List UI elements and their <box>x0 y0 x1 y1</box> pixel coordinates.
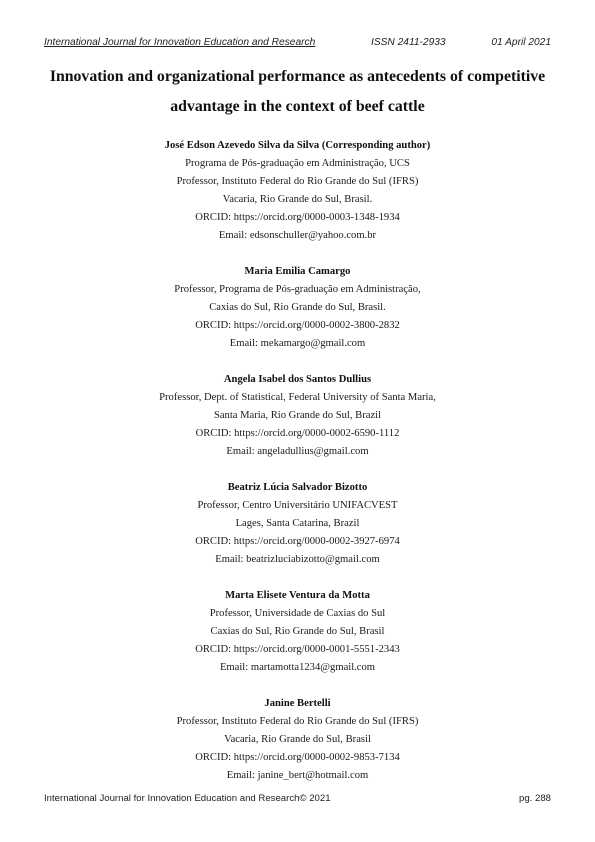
paper-title <box>40 62 555 122</box>
author-email: Email: mekamargo@gmail.com <box>229 338 366 349</box>
author-orcid: ORCID: https://orcid.org/0000-0002-9853-7134 <box>195 752 400 763</box>
author-block <box>60 695 535 785</box>
author-email: Email: janine_bert@hotmail.com <box>226 770 369 781</box>
author-block <box>60 479 535 569</box>
footer-copyright: International Journal for Innovation Education and Research© 2021 <box>44 793 331 804</box>
journal-name: International Journal for Innovation Education and Research <box>44 37 316 48</box>
author-orcid: ORCID: https://orcid.org/0000-0003-1348-1934 <box>195 212 400 223</box>
page-footer <box>44 793 551 807</box>
author-affiliation: Professor, Instituto Federal do Rio Grande do Sul (IFRS) <box>176 176 419 187</box>
author-orcid: ORCID: https://orcid.org/0000-0002-3800-2832 <box>195 320 400 331</box>
author-affiliation: Professor, Instituto Federal do Rio Grande do Sul (IFRS) <box>176 716 419 727</box>
author-name: Marta Elisete Ventura da Motta <box>225 590 370 601</box>
author-block <box>60 263 535 353</box>
author-affiliation: Professor, Dept. of Statistical, Federal University of Santa Maria, <box>159 392 436 403</box>
page-header <box>44 37 551 51</box>
author-block <box>60 587 535 677</box>
author-email: Email: martamotta1234@gmail.com <box>219 662 376 673</box>
title-line: advantage in the context of beef cattle <box>170 98 425 115</box>
author-block <box>60 137 535 245</box>
author-affiliation: Programa de Pós-graduação em Administração, UCS <box>185 158 410 169</box>
issue-date: 01 April 2021 <box>491 37 551 48</box>
author-name: Maria Emilia Camargo <box>244 266 351 277</box>
author-email: Email: beatrizluciabizotto@gmail.com <box>215 554 380 565</box>
author-location: Caxias do Sul, Rio Grande do Sul, Brasil. <box>209 302 386 313</box>
author-list <box>60 137 535 803</box>
author-location: Santa Maria, Rio Grande do Sul, Brazil <box>213 410 382 421</box>
author-location: Vacaria, Rio Grande do Sul, Brasil <box>224 734 371 745</box>
author-name: José Edson Azevedo Silva da Silva (Corresponding author) <box>164 140 431 151</box>
author-orcid: ORCID: https://orcid.org/0000-0002-6590-1112 <box>195 428 400 439</box>
author-email: Email: angeladullius@gmail.com <box>226 446 369 457</box>
author-orcid: ORCID: https://orcid.org/0000-0001-5551-2343 <box>195 644 400 655</box>
author-location: Vacaria, Rio Grande do Sul, Brasil. <box>222 194 373 205</box>
author-name: Janine Bertelli <box>264 698 331 709</box>
author-name: Angela Isabel dos Santos Dullius <box>223 374 372 385</box>
author-affiliation: Professor, Programa de Pós-graduação em Administração, <box>174 284 421 295</box>
author-affiliation: Professor, Centro Universitário UNIFACVEST <box>197 500 398 511</box>
author-name: Beatriz Lúcia Salvador Bizotto <box>227 482 368 493</box>
issn: ISSN 2411-2933 <box>371 37 446 48</box>
author-affiliation: Professor, Universidade de Caxias do Sul <box>209 608 386 619</box>
page-number: pg. 288 <box>518 793 551 804</box>
author-email: Email: edsonschuller@yahoo.com.br <box>218 230 377 241</box>
author-location: Caxias do Sul, Rio Grande do Sul, Brasil <box>210 626 385 637</box>
author-block <box>60 371 535 461</box>
author-orcid: ORCID: https://orcid.org/0000-0002-3927-6974 <box>195 536 400 547</box>
title-line: Innovation and organizational performance as antecedents of competitive <box>49 68 546 85</box>
author-location: Lages, Santa Catarina, Brazil <box>235 518 360 529</box>
